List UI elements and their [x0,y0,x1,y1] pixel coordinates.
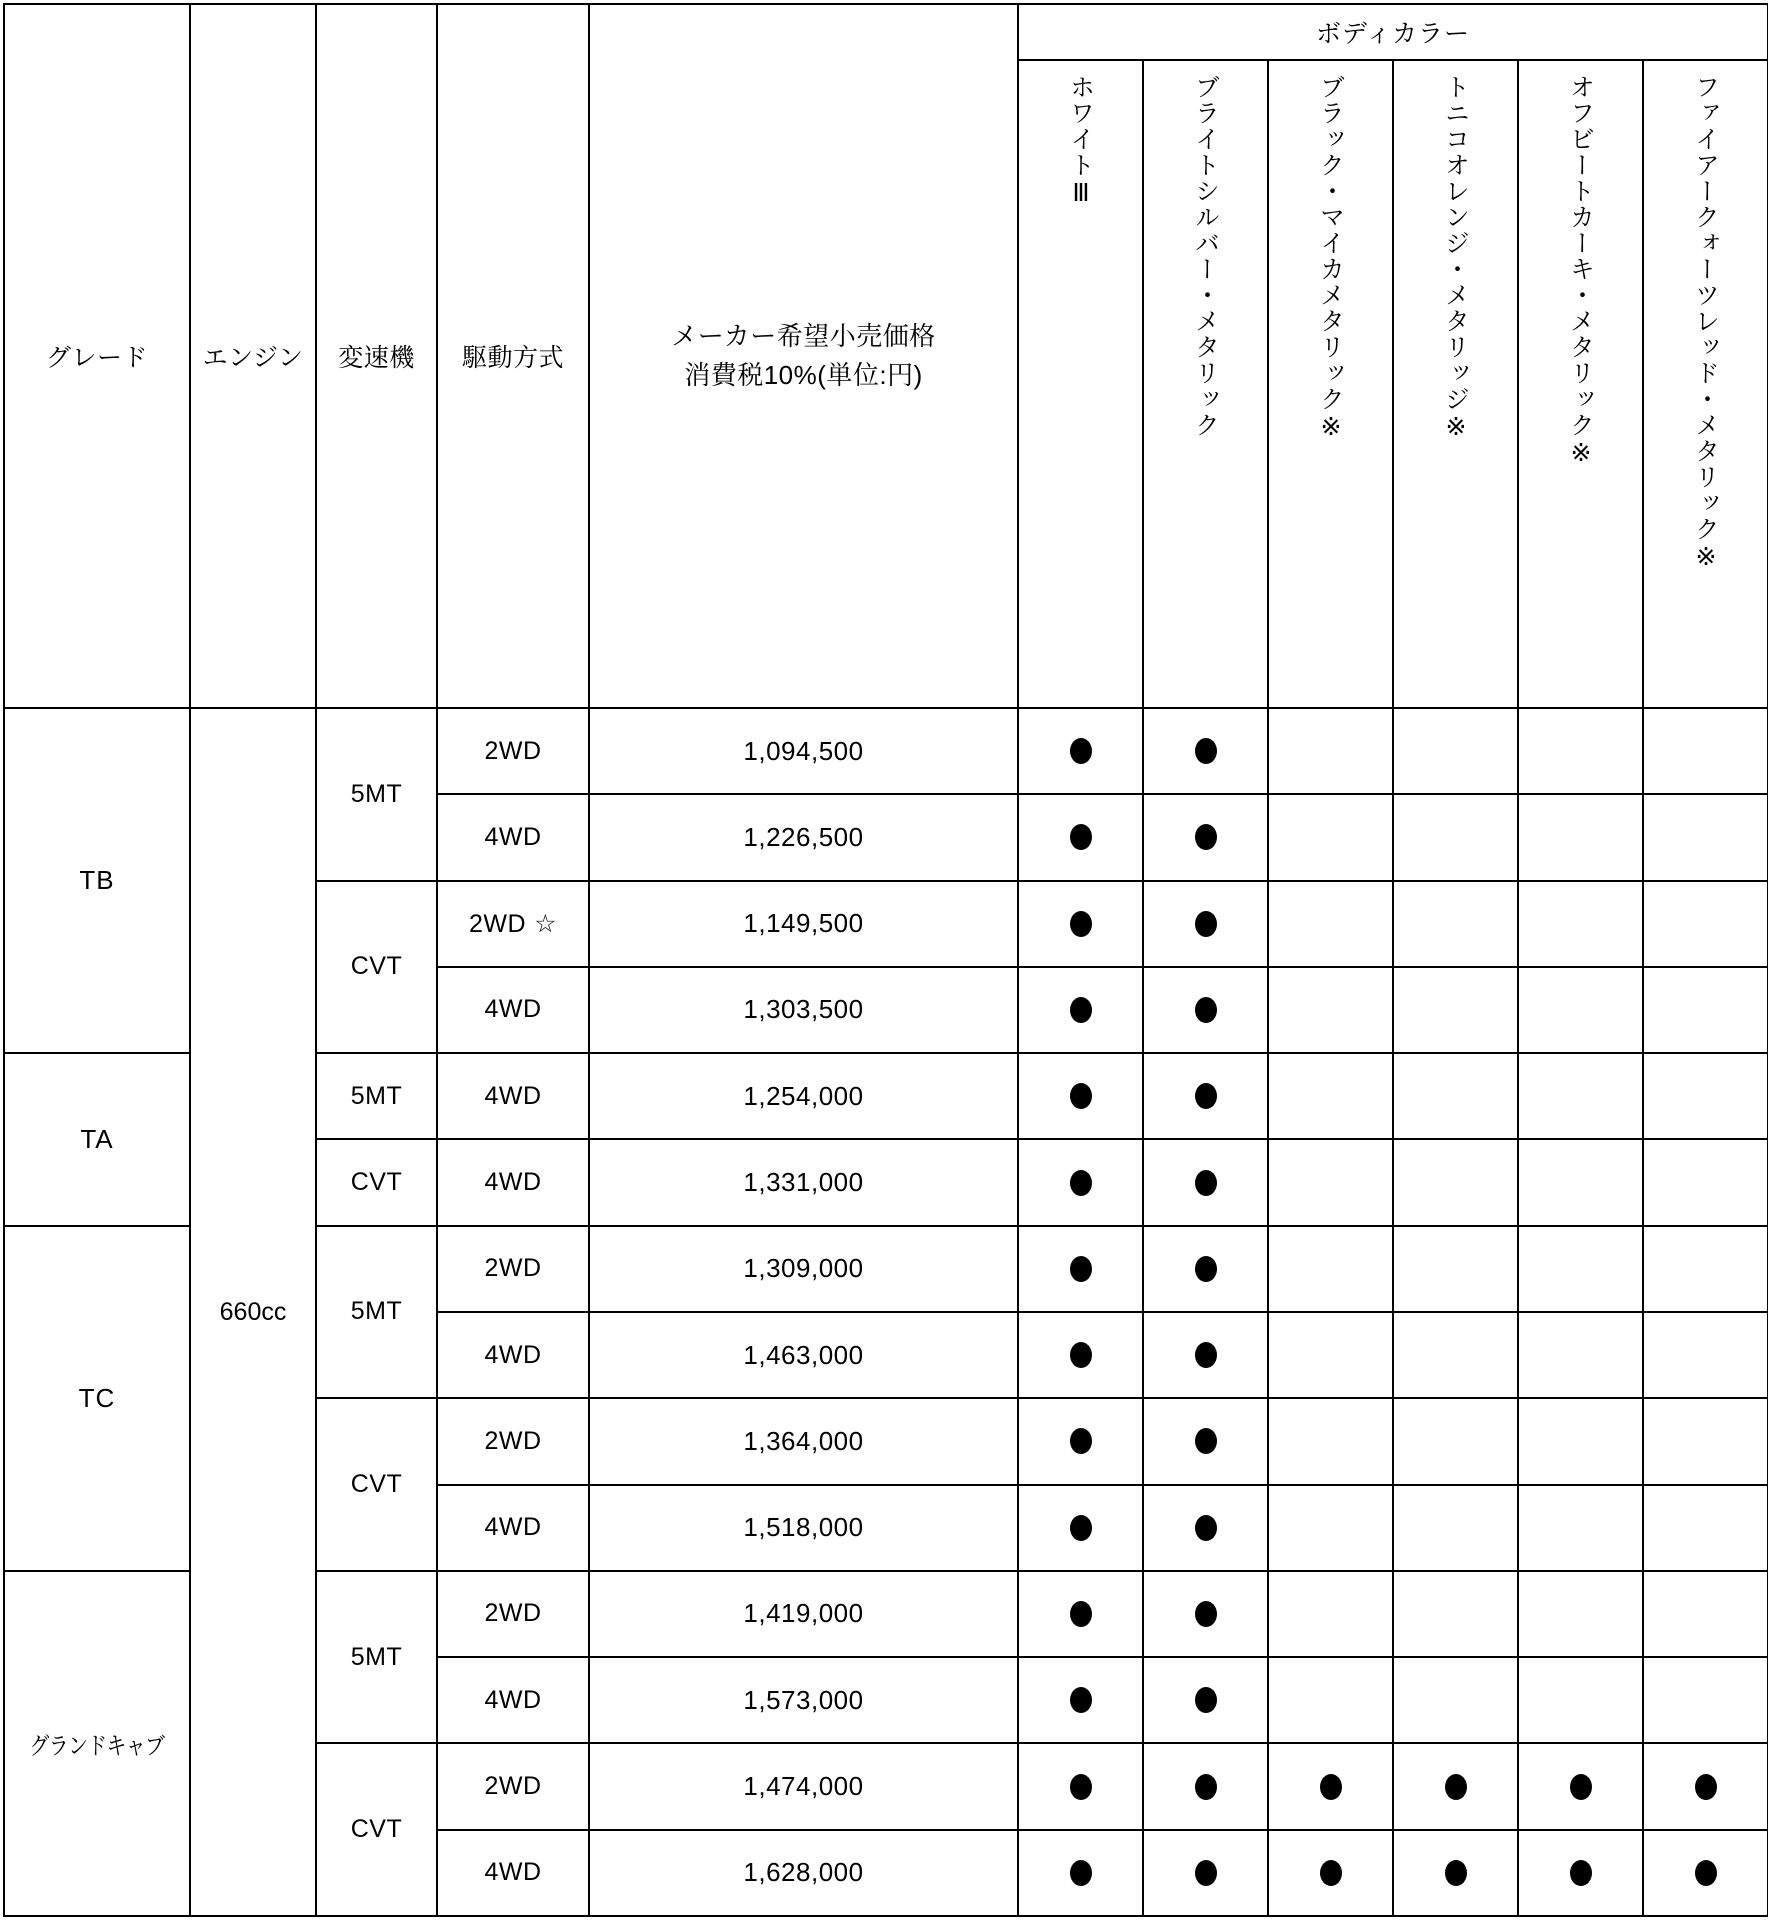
header-row-group [4,4,1768,60]
cell-color-availability-2 [1143,1657,1268,1743]
header-color-1 [1018,60,1143,708]
cell-price [589,967,1018,1053]
drivetrain-label: 4WD [484,995,542,1024]
price-value: 1,419,000 [743,1598,864,1629]
availability-dot-icon [1070,1860,1092,1886]
price-value: 1,303,500 [743,994,864,1025]
cell-color-availability-5 [1518,708,1643,794]
cell-color-availability-4 [1393,1571,1518,1657]
engine-label: 660cc [219,1297,287,1326]
cell-drivetrain [437,1657,589,1743]
cell-price [589,1571,1018,1657]
header-color-label: オフビートカーキ・メタリック※ [1566,74,1595,468]
header-color-6 [1643,60,1768,708]
cell-color-availability-5 [1518,1657,1643,1743]
availability-dot-icon [1070,1515,1092,1541]
cell-drivetrain [437,1398,589,1484]
header-price [589,4,1018,708]
availability-dot-icon [1445,1860,1467,1886]
cell-color-availability-2 [1143,967,1268,1053]
availability-dot-icon [1570,1774,1592,1800]
cell-color-availability-1 [1018,1226,1143,1312]
drivetrain-label: 4WD [484,1168,542,1197]
header-drivetrain: 駆動方式 [437,4,589,708]
vehicle-price-table [3,3,1768,1917]
table-body [4,708,1768,1916]
cell-engine [190,708,316,1916]
header-color-3 [1268,60,1393,708]
cell-price [589,1398,1018,1484]
availability-dot-icon [1195,1515,1217,1541]
availability-dot-icon [1195,1601,1217,1627]
price-value: 1,149,500 [743,908,864,939]
cell-color-availability-4 [1393,967,1518,1053]
drivetrain-label: 4WD [484,1858,542,1887]
cell-color-availability-4 [1393,1226,1518,1312]
availability-dot-icon [1195,824,1217,850]
header-color-label: ホワイトⅢ [1066,74,1095,208]
cell-color-availability-4 [1393,1312,1518,1398]
cell-color-availability-6 [1643,1571,1768,1657]
table-header [4,4,1768,708]
header-grade: グレード [4,4,190,708]
cell-color-availability-2 [1143,1053,1268,1139]
transmission-label: CVT [350,1470,403,1499]
availability-dot-icon [1070,1256,1092,1282]
availability-dot-icon [1195,1256,1217,1282]
cell-color-availability-4 [1393,794,1518,880]
cell-color-availability-2 [1143,1398,1268,1484]
cell-drivetrain [437,1743,589,1829]
price-value: 1,226,500 [743,821,864,852]
cell-color-availability-3 [1268,1485,1393,1571]
cell-drivetrain [437,1485,589,1571]
drivetrain-label: 4WD [484,1340,542,1369]
cell-color-availability-3 [1268,1139,1393,1225]
cell-transmission [316,1139,437,1225]
drivetrain-label: 4WD [484,1081,542,1110]
cell-drivetrain [437,708,589,794]
cell-color-availability-1 [1018,967,1143,1053]
cell-drivetrain [437,1312,589,1398]
cell-color-availability-2 [1143,1312,1268,1398]
cell-color-availability-4 [1393,1830,1518,1916]
cell-color-availability-3 [1268,1743,1393,1829]
availability-dot-icon [1195,1774,1217,1800]
drivetrain-label: 4WD [484,822,542,851]
cell-transmission [316,1571,437,1744]
cell-transmission [316,1743,437,1916]
cell-color-availability-5 [1518,1226,1643,1312]
cell-color-availability-4 [1393,881,1518,967]
price-value: 1,518,000 [743,1512,864,1543]
availability-dot-icon [1445,1774,1467,1800]
availability-dot-icon [1070,1342,1092,1368]
header-body-color-group: ボディカラー [1018,4,1768,60]
cell-color-availability-4 [1393,1743,1518,1829]
availability-dot-icon [1070,1083,1092,1109]
cell-drivetrain [437,1226,589,1312]
availability-dot-icon [1070,1774,1092,1800]
cell-color-availability-2 [1143,1226,1268,1312]
cell-color-availability-1 [1018,881,1143,967]
cell-drivetrain [437,1053,589,1139]
cell-color-availability-5 [1518,1053,1643,1139]
cell-color-availability-4 [1393,708,1518,794]
cell-color-availability-4 [1393,1053,1518,1139]
availability-dot-icon [1195,1083,1217,1109]
header-color-label: ブライトシルバー・メタリック [1191,74,1220,438]
cell-color-availability-2 [1143,1485,1268,1571]
cell-price [589,1830,1018,1916]
cell-color-availability-2 [1143,1743,1268,1829]
price-value: 1,364,000 [743,1425,864,1456]
header-engine: エンジン [190,4,316,708]
cell-transmission [316,708,437,881]
availability-dot-icon [1195,1170,1217,1196]
cell-transmission [316,1053,437,1139]
availability-dot-icon [1070,1170,1092,1196]
cell-color-availability-6 [1643,1226,1768,1312]
cell-transmission [316,881,437,1054]
header-price-line1: メーカー希望小売価格 [671,321,936,351]
cell-color-availability-3 [1268,967,1393,1053]
cell-color-availability-5 [1518,1830,1643,1916]
header-color-4 [1393,60,1518,708]
cell-color-availability-2 [1143,794,1268,880]
cell-color-availability-3 [1268,881,1393,967]
drivetrain-label: 4WD [484,1685,542,1714]
cell-color-availability-1 [1018,1053,1143,1139]
price-value: 1,309,000 [743,1253,864,1284]
availability-dot-icon [1195,911,1217,937]
cell-color-availability-2 [1143,1139,1268,1225]
cell-drivetrain [437,794,589,880]
availability-dot-icon [1195,738,1217,764]
cell-color-availability-6 [1643,967,1768,1053]
cell-color-availability-6 [1643,708,1768,794]
price-value: 1,463,000 [743,1339,864,1370]
transmission-label: 5MT [350,779,403,808]
header-color-5 [1518,60,1643,708]
price-value: 1,628,000 [743,1857,864,1888]
drivetrain-label: 2WD [484,736,542,765]
cell-color-availability-5 [1518,1312,1643,1398]
cell-color-availability-5 [1518,1743,1643,1829]
cell-color-availability-1 [1018,1485,1143,1571]
drivetrain-label: 4WD [484,1513,542,1542]
price-value: 1,573,000 [743,1684,864,1715]
cell-color-availability-1 [1018,1657,1143,1743]
header-color-2 [1143,60,1268,708]
cell-color-availability-4 [1393,1139,1518,1225]
price-value: 1,094,500 [743,735,864,766]
cell-color-availability-6 [1643,1485,1768,1571]
cell-color-availability-6 [1643,1830,1768,1916]
cell-price [589,1485,1018,1571]
transmission-label: CVT [350,1168,403,1197]
cell-price [589,1743,1018,1829]
cell-color-availability-6 [1643,1657,1768,1743]
cell-grade [4,708,190,1053]
cell-drivetrain [437,967,589,1053]
cell-drivetrain [437,1830,589,1916]
transmission-label: 5MT [350,1642,403,1671]
drivetrain-label: 2WD [484,1772,542,1801]
transmission-label: CVT [350,952,403,981]
cell-color-availability-1 [1018,1398,1143,1484]
cell-color-availability-3 [1268,1398,1393,1484]
availability-dot-icon [1570,1860,1592,1886]
drivetrain-label: 2WD [484,1254,542,1283]
cell-price [589,1226,1018,1312]
cell-color-availability-6 [1643,1743,1768,1829]
header-color-label: ファイアークォーツレッド・メタリック※ [1691,74,1720,572]
price-table-sheet [0,3,1768,1923]
grade-label: グランドキャブ [29,1732,165,1760]
cell-grade [4,1226,190,1571]
cell-color-availability-2 [1143,1571,1268,1657]
cell-color-availability-5 [1518,1139,1643,1225]
star-icon: ☆ [534,909,557,938]
cell-color-availability-5 [1518,794,1643,880]
cell-color-availability-1 [1018,1312,1143,1398]
cell-grade [4,1053,190,1226]
availability-dot-icon [1320,1860,1342,1886]
cell-transmission [316,1398,437,1571]
transmission-label: 5MT [350,1297,403,1326]
cell-color-availability-1 [1018,1571,1143,1657]
availability-dot-icon [1070,1687,1092,1713]
drivetrain-label: 2WD [469,909,527,938]
cell-color-availability-5 [1518,1571,1643,1657]
cell-color-availability-3 [1268,708,1393,794]
availability-dot-icon [1070,911,1092,937]
header-price-line2: 消費税10%(単位:円) [684,360,923,390]
drivetrain-label: 2WD [484,1426,542,1455]
cell-price [589,881,1018,967]
cell-grade [21,1571,174,1916]
cell-color-availability-6 [1643,1398,1768,1484]
header-color-label: ブラック・マイカメタリック※ [1316,74,1345,442]
cell-color-availability-5 [1518,1398,1643,1484]
price-value: 1,474,000 [743,1771,864,1802]
cell-price [589,1312,1018,1398]
availability-dot-icon [1320,1774,1342,1800]
cell-color-availability-5 [1518,1485,1643,1571]
transmission-label: 5MT [350,1081,403,1110]
cell-price [589,708,1018,794]
cell-color-availability-1 [1018,794,1143,880]
cell-color-availability-5 [1518,881,1643,967]
availability-dot-icon [1070,738,1092,764]
availability-dot-icon [1070,1428,1092,1454]
cell-price [589,1053,1018,1139]
drivetrain-label: 2WD [484,1599,542,1628]
cell-color-availability-6 [1643,1312,1768,1398]
cell-color-availability-1 [1018,1830,1143,1916]
price-value: 1,254,000 [743,1080,864,1111]
grade-label: TA [80,1123,114,1154]
cell-color-availability-1 [1018,708,1143,794]
availability-dot-icon [1195,1860,1217,1886]
cell-color-availability-4 [1393,1398,1518,1484]
cell-color-availability-3 [1268,1226,1393,1312]
cell-color-availability-6 [1643,1053,1768,1139]
availability-dot-icon [1195,1342,1217,1368]
availability-dot-icon [1195,1687,1217,1713]
header-transmission: 変速機 [316,4,437,708]
cell-color-availability-4 [1393,1657,1518,1743]
price-value: 1,331,000 [743,1167,864,1198]
grade-label: TB [79,865,115,896]
cell-color-availability-5 [1518,967,1643,1053]
cell-drivetrain [437,1139,589,1225]
cell-drivetrain [437,881,589,967]
cell-color-availability-6 [1643,881,1768,967]
cell-color-availability-3 [1268,794,1393,880]
availability-dot-icon [1070,1601,1092,1627]
cell-price [589,1657,1018,1743]
cell-color-availability-6 [1643,1139,1768,1225]
cell-transmission [316,1226,437,1399]
availability-dot-icon [1070,997,1092,1023]
availability-dot-icon [1695,1860,1717,1886]
cell-price [589,794,1018,880]
availability-dot-icon [1195,997,1217,1023]
header-color-label: トニコオレンジ・メタリッジ※ [1441,74,1470,442]
grade-label: TC [78,1382,116,1413]
cell-color-availability-6 [1643,794,1768,880]
cell-color-availability-3 [1268,1053,1393,1139]
cell-color-availability-4 [1393,1485,1518,1571]
cell-price [589,1139,1018,1225]
cell-color-availability-1 [1018,1743,1143,1829]
cell-color-availability-2 [1143,708,1268,794]
transmission-label: CVT [350,1815,403,1844]
cell-color-availability-2 [1143,1830,1268,1916]
cell-color-availability-3 [1268,1830,1393,1916]
cell-color-availability-1 [1018,1139,1143,1225]
cell-drivetrain [437,1571,589,1657]
availability-dot-icon [1070,824,1092,850]
table-row [4,708,1768,794]
cell-color-availability-3 [1268,1657,1393,1743]
availability-dot-icon [1195,1428,1217,1454]
cell-color-availability-2 [1143,881,1268,967]
cell-color-availability-3 [1268,1571,1393,1657]
cell-color-availability-3 [1268,1312,1393,1398]
availability-dot-icon [1695,1774,1717,1800]
